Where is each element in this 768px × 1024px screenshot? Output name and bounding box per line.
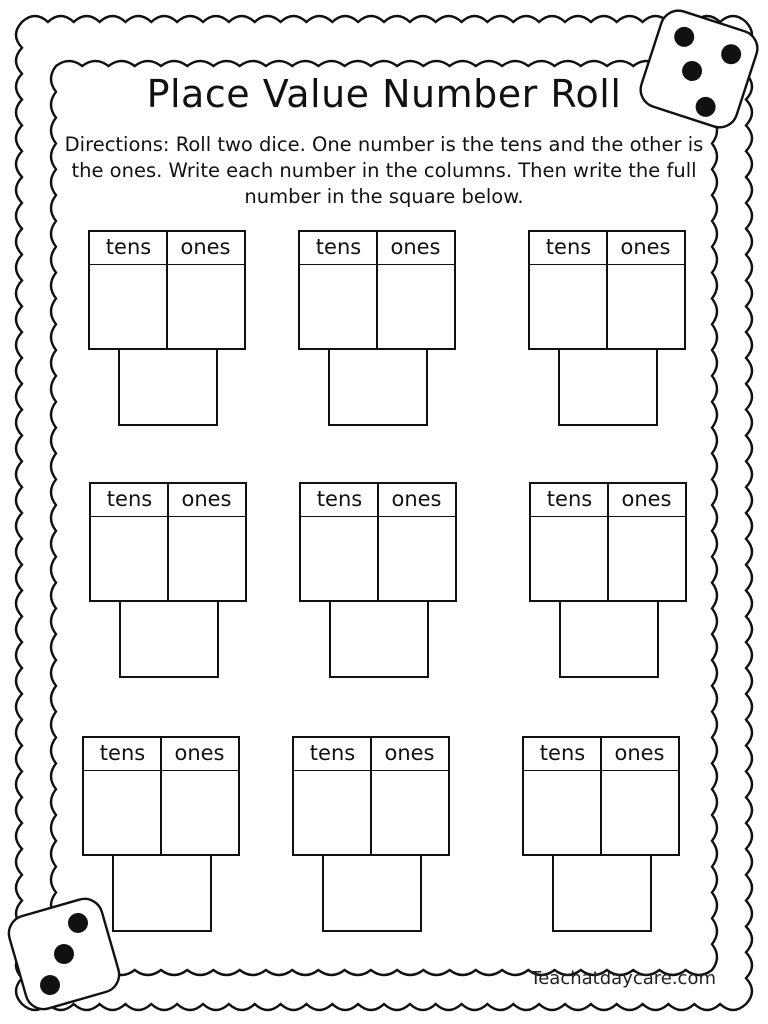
place-value-table	[298, 230, 456, 350]
tens-label: tens	[545, 235, 592, 259]
full-number-box[interactable]	[119, 600, 219, 678]
place-value-unit	[292, 736, 448, 932]
tens-label: tens	[309, 741, 356, 765]
tens-label: tens	[316, 487, 363, 511]
ones-write-box[interactable]	[372, 772, 448, 854]
place-value-unit	[528, 230, 684, 426]
full-number-box[interactable]	[328, 348, 428, 426]
ones-write-box[interactable]	[608, 266, 684, 348]
full-number-box[interactable]	[559, 600, 659, 678]
ones-write-box[interactable]	[162, 772, 238, 854]
place-value-table	[529, 482, 687, 602]
tens-label: tens	[546, 487, 593, 511]
tens-label: tens	[539, 741, 586, 765]
ones-write-box[interactable]	[609, 518, 685, 600]
place-value-unit	[89, 482, 245, 678]
ones-label: ones	[620, 235, 671, 259]
place-value-unit	[298, 230, 454, 426]
ones-label: ones	[180, 235, 231, 259]
ones-write-box[interactable]	[168, 266, 244, 348]
directions-text: Directions: Roll two dice. One number is the tens and the other is the ones. Write each number in the columns. Then write the full number in the square below.	[64, 133, 704, 208]
ones-write-box[interactable]	[602, 772, 678, 854]
place-value-table	[522, 736, 680, 856]
place-value-table	[528, 230, 686, 350]
place-value-table	[299, 482, 457, 602]
full-number-box[interactable]	[329, 600, 429, 678]
place-value-unit	[522, 736, 678, 932]
tens-write-box[interactable]	[300, 266, 376, 348]
tens-label: tens	[99, 741, 146, 765]
dice-three-icon	[0, 890, 128, 1018]
tens-label: tens	[315, 235, 362, 259]
full-number-box[interactable]	[552, 854, 652, 932]
tens-write-box[interactable]	[91, 518, 167, 600]
place-value-unit	[88, 230, 244, 426]
website-credit: Teachatdaycare.com	[530, 968, 716, 989]
ones-label: ones	[384, 741, 435, 765]
ones-label: ones	[621, 487, 672, 511]
tens-label: tens	[105, 235, 152, 259]
place-value-table	[292, 736, 450, 856]
tens-write-box[interactable]	[530, 266, 606, 348]
tens-write-box[interactable]	[301, 518, 377, 600]
full-number-box[interactable]	[322, 854, 422, 932]
ones-label: ones	[391, 487, 442, 511]
tens-write-box[interactable]	[531, 518, 607, 600]
tens-write-box[interactable]	[84, 772, 160, 854]
full-number-box[interactable]	[558, 348, 658, 426]
place-value-table	[89, 482, 247, 602]
dice-four-icon	[632, 2, 766, 136]
ones-write-box[interactable]	[379, 518, 455, 600]
ones-label: ones	[181, 487, 232, 511]
tens-write-box[interactable]	[294, 772, 370, 854]
ones-write-box[interactable]	[378, 266, 454, 348]
ones-label: ones	[390, 235, 441, 259]
ones-label: ones	[174, 741, 225, 765]
place-value-unit	[529, 482, 685, 678]
ones-label: ones	[614, 741, 665, 765]
place-value-unit	[299, 482, 455, 678]
tens-label: tens	[106, 487, 153, 511]
page-title: Place Value Number Roll	[146, 72, 622, 116]
tens-write-box[interactable]	[90, 266, 166, 348]
place-value-table	[82, 736, 240, 856]
ones-write-box[interactable]	[169, 518, 245, 600]
place-value-table	[88, 230, 246, 350]
full-number-box[interactable]	[118, 348, 218, 426]
tens-write-box[interactable]	[524, 772, 600, 854]
